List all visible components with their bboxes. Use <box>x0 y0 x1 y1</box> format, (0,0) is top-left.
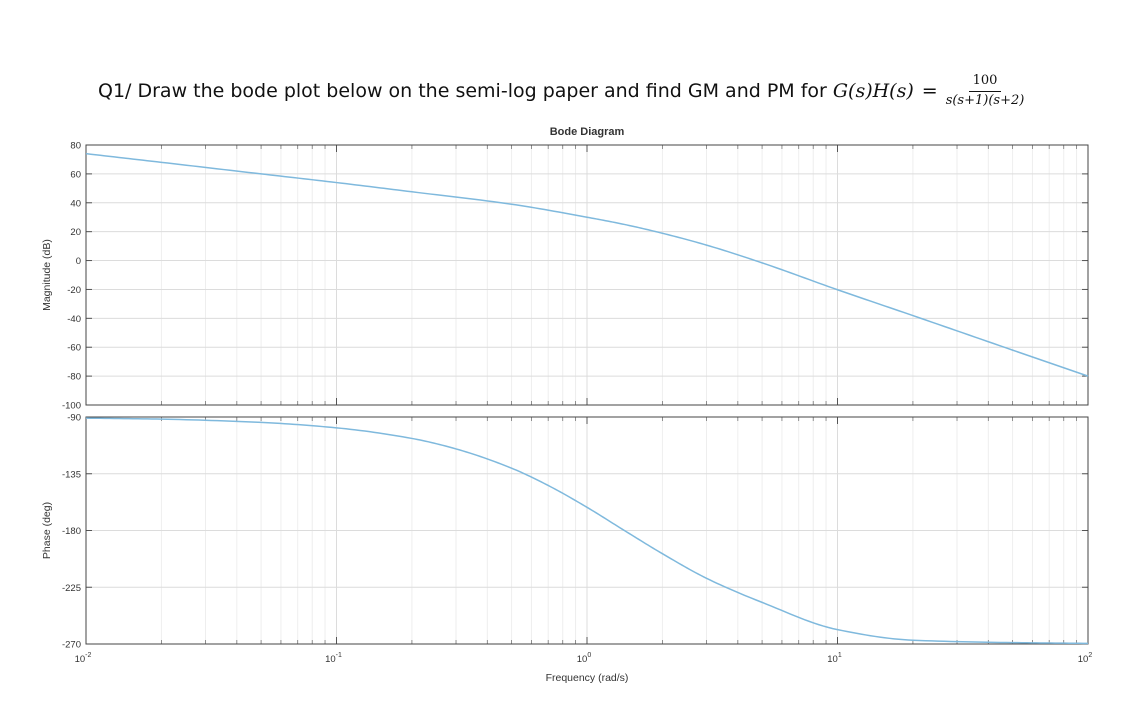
x-tick-label: $10^{-2}$ <box>74 652 92 665</box>
phase-y-tick-label: -135 <box>61 469 81 481</box>
magnitude-y-axis-label: Magnitude (dB) <box>41 239 53 311</box>
phase-y-tick-label: -90 <box>67 412 81 424</box>
magnitude-y-tick-label: -80 <box>67 371 81 383</box>
chart-title: Bode Diagram <box>549 126 625 138</box>
x-tick-label: $10^2$ <box>1077 652 1093 665</box>
magnitude-y-tick-label: 0 <box>75 256 81 268</box>
phase-y-tick-label: -180 <box>61 526 81 537</box>
x-tick-label: $10^1$ <box>827 652 842 665</box>
magnitude-y-tick-label: 60 <box>70 169 81 181</box>
magnitude-y-tick-label: -100 <box>61 400 81 412</box>
x-axis-label: Frequency (rad/s) <box>545 672 629 684</box>
magnitude-y-tick-label: -60 <box>67 342 81 354</box>
transfer-function-lhs: G(s)H(s) <box>832 80 914 102</box>
equals-sign: = <box>921 80 938 102</box>
phase-y-axis-label: Phase (deg) <box>41 501 53 560</box>
x-tick-label: $10^0$ <box>576 652 592 665</box>
magnitude-y-tick-label: -40 <box>67 313 81 325</box>
magnitude-y-tick-label: 40 <box>70 198 81 210</box>
magnitude-y-tick-label: 80 <box>70 140 81 152</box>
fraction-denominator: s(s+1)(s+2) <box>945 92 1025 108</box>
x-tick-label: $10^{-1}$ <box>325 652 342 665</box>
fraction-numerator: 100 <box>969 74 1002 92</box>
phase-y-tick-label: -270 <box>61 639 81 651</box>
question-prompt: Q1/ Draw the bode plot below on the semi-log paper and find GM and PM for <box>98 80 827 102</box>
phase-y-tick-label: -225 <box>61 582 81 594</box>
magnitude-y-tick-label: 20 <box>70 227 81 239</box>
magnitude-y-tick-label: -20 <box>67 284 81 296</box>
